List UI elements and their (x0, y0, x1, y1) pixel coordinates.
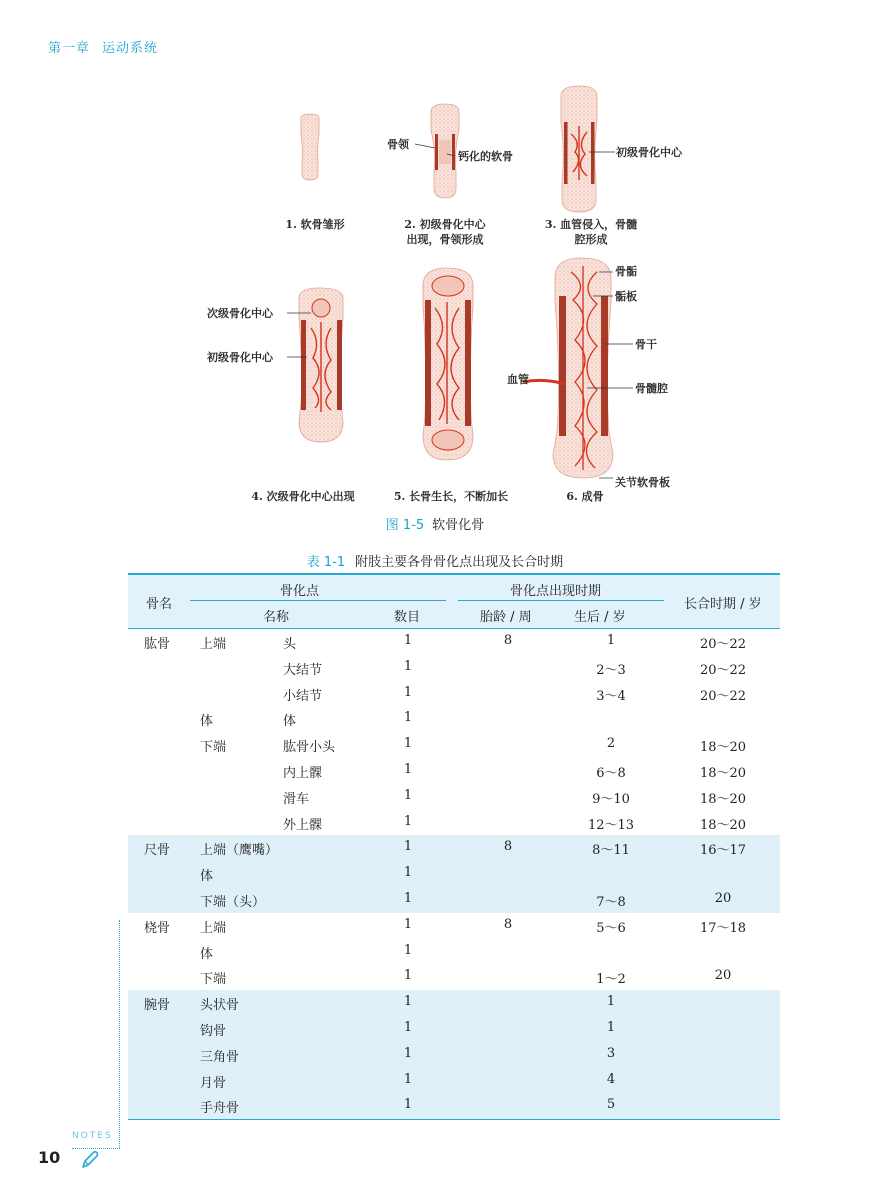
cell-postnatal-age: 3～4 (596, 688, 626, 704)
cell-count: 1 (403, 787, 413, 803)
cell-part: 钩骨 (200, 1023, 227, 1039)
cell-fetal-week: 8 (503, 916, 513, 932)
cell-part: 上端（鹰嘴） (200, 843, 279, 859)
cell-fusion-age: 18～20 (699, 765, 747, 781)
cell-count: 1 (403, 658, 413, 674)
label-calcified-cartilage: 钙化的软骨 (458, 150, 513, 163)
table-group (128, 629, 780, 835)
cell-fusion-age: 20～22 (699, 688, 747, 704)
stage-caption-5: 5. 长骨生长，不断加长 (393, 490, 509, 503)
stage-5-lengthening (423, 268, 473, 460)
cell-count: 1 (403, 994, 413, 1010)
table-body (128, 629, 780, 1119)
cell-postnatal-age: 5～6 (596, 920, 626, 936)
cell-fusion-age: 16～17 (699, 843, 747, 859)
figure-number: 图 1-5 (385, 518, 425, 533)
table-row (128, 655, 780, 681)
stage-3-vascular-invasion (561, 86, 615, 212)
cell-count: 1 (403, 865, 413, 881)
cell-count: 1 (403, 890, 413, 906)
cell-fusion-age: 18～20 (699, 740, 747, 756)
cell-point-name: 大结节 (283, 662, 323, 678)
header-name: 名称 (263, 610, 290, 625)
cell-count: 1 (403, 736, 413, 752)
cell-bone-name: 腕骨 (144, 998, 171, 1014)
cell-part: 上端 (200, 637, 227, 652)
stage-4-secondary-center (287, 288, 343, 442)
table-row (128, 990, 780, 1016)
table-row (128, 758, 780, 784)
cell-part: 月骨 (200, 1075, 227, 1091)
stage-caption-6: 6. 成骨 (566, 490, 604, 503)
cell-part: 手舟骨 (200, 1101, 240, 1117)
table-row (128, 681, 780, 707)
chapter-header (48, 37, 158, 56)
cell-count: 1 (403, 942, 413, 958)
stage-2-primary-center (415, 104, 459, 198)
table-caption (0, 551, 870, 570)
header-count: 数目 (394, 610, 421, 625)
cell-count: 1 (403, 1045, 413, 1061)
label-epiphyseal-plate: 骺板 (615, 290, 637, 303)
stage-caption-2: 2. 初级骨化中心 出现，骨领形成 (404, 218, 486, 246)
table-row (128, 1042, 780, 1068)
cell-point-name: 内上髁 (283, 765, 323, 781)
cell-part: 体 (200, 714, 214, 730)
table-group (128, 913, 780, 990)
cell-postnatal-age: 2 (606, 736, 616, 752)
table-row (128, 939, 780, 965)
notes-dotted-underline (72, 1148, 120, 1149)
cell-postnatal-age: 8～11 (592, 843, 630, 859)
notes-label: NOTES (72, 1131, 113, 1141)
notes-dotted-line (119, 920, 120, 1148)
page-number: 10 (38, 1148, 61, 1167)
cell-fusion-age: 18～20 (699, 817, 747, 833)
pencil-icon (80, 1150, 100, 1170)
cell-count: 1 (403, 633, 413, 648)
figure-title: 软骨化骨 (432, 518, 485, 533)
label-bone-collar: 骨领 (387, 138, 409, 151)
cell-postnatal-age: 5 (606, 1097, 616, 1113)
ossification-table (128, 573, 780, 1120)
table-row (128, 1016, 780, 1042)
stage-1-cartilage-model (301, 114, 319, 180)
label-epiphysis: 骨骺 (615, 265, 637, 278)
table-row (128, 1068, 780, 1094)
table-row (128, 732, 780, 758)
cell-part: 三角骨 (200, 1049, 240, 1065)
table-header (128, 575, 780, 629)
table-group (128, 990, 780, 1119)
table-row (128, 835, 780, 861)
table-row (128, 913, 780, 939)
cell-bone-name: 肱骨 (144, 637, 171, 652)
cell-part: 下端 (200, 972, 227, 988)
cell-count: 1 (403, 1019, 413, 1035)
cell-postnatal-age: 2～3 (596, 662, 626, 678)
table-row (128, 861, 780, 887)
label-primary-center-3: 初级骨化中心 (616, 146, 682, 159)
chapter-number: 第一章 (48, 41, 91, 56)
cell-postnatal-age: 7～8 (596, 894, 626, 910)
stage-caption-1: 1. 软骨雏形 (285, 218, 345, 231)
cell-count: 1 (403, 1071, 413, 1087)
cell-part: 下端 (200, 740, 227, 756)
label-diaphysis: 骨干 (635, 338, 657, 351)
header-ossification-point: 骨化点 (280, 584, 320, 599)
header-bone: 骨名 (146, 597, 173, 612)
figure-caption (0, 514, 870, 533)
cell-point-name: 头 (283, 637, 297, 652)
label-secondary-center: 次级骨化中心 (207, 307, 273, 320)
header-appearance: 骨化点出现时期 (510, 584, 602, 599)
cell-postnatal-age: 3 (606, 1045, 616, 1061)
table-group (128, 835, 780, 912)
table-row (128, 706, 780, 732)
cell-count: 1 (403, 839, 413, 855)
cell-fusion-age: 20 (714, 890, 732, 906)
cell-point-name: 外上髁 (283, 817, 323, 833)
cell-fusion-age: 20 (714, 968, 732, 984)
cell-postnatal-age: 1 (606, 1019, 616, 1035)
ossification-figure (203, 82, 708, 509)
label-primary-center-4: 初级骨化中心 (207, 351, 273, 364)
cell-part: 头状骨 (200, 998, 240, 1014)
label-marrow-cavity: 骨髓腔 (635, 382, 668, 395)
cell-postnatal-age: 6～8 (596, 765, 626, 781)
table-row (128, 887, 780, 913)
cell-fusion-age: 18～20 (699, 791, 747, 807)
cell-bone-name: 桡骨 (144, 920, 171, 936)
cell-fusion-age: 20～22 (699, 662, 747, 678)
cell-count: 1 (403, 813, 413, 829)
cell-fusion-age: 20～22 (699, 637, 747, 652)
cell-point-name: 小结节 (283, 688, 323, 704)
table-number: 表 1-1 (306, 555, 346, 570)
header-fetal: 胎龄 / 周 (480, 610, 532, 625)
cell-postnatal-age: 12～13 (587, 817, 635, 833)
table-row (128, 784, 780, 810)
cell-part: 体 (200, 869, 214, 885)
cell-postnatal-age: 1～2 (596, 972, 626, 988)
cell-point-name: 滑车 (283, 791, 310, 807)
cell-postnatal-age: 1 (606, 994, 616, 1010)
cell-count: 1 (403, 710, 413, 726)
header-divider-left (190, 600, 446, 601)
label-articular-cartilage: 关节软骨板 (615, 476, 670, 489)
cell-postnatal-age: 9～10 (592, 791, 630, 807)
header-divider-right (458, 600, 664, 601)
cell-postnatal-age: 1 (606, 633, 616, 648)
header-postnatal: 生后 / 岁 (574, 610, 626, 625)
cell-point-name: 肱骨小头 (283, 740, 336, 756)
cell-part: 下端（头） (200, 894, 266, 910)
table-row (128, 629, 780, 655)
cell-count: 1 (403, 916, 413, 932)
label-blood-vessel: 血管 (507, 373, 529, 386)
cell-fetal-week: 8 (503, 633, 513, 648)
header-fusion: 长合时期 / 岁 (684, 597, 762, 612)
stage-caption-4: 4. 次级骨化中心出现 (251, 490, 355, 503)
table-row (128, 810, 780, 836)
cell-count: 1 (403, 1097, 413, 1113)
stage-caption-3: 3. 血管侵入，骨髓 腔形成 (544, 218, 638, 246)
table-title: 附肢主要各骨骨化点出现及长合时期 (355, 555, 564, 570)
cell-fusion-age: 17～18 (699, 920, 747, 936)
chapter-title: 运动系统 (102, 41, 159, 56)
table-row (128, 964, 780, 990)
cell-fetal-week: 8 (503, 839, 513, 855)
cell-count: 1 (403, 761, 413, 777)
cell-part: 上端 (200, 920, 227, 936)
cell-point-name: 体 (283, 714, 297, 730)
cell-count: 1 (403, 968, 413, 984)
cell-bone-name: 尺骨 (144, 843, 171, 859)
cell-postnatal-age: 4 (606, 1071, 616, 1087)
table-row (128, 1093, 780, 1119)
cell-part: 体 (200, 946, 214, 962)
cell-count: 1 (403, 684, 413, 700)
